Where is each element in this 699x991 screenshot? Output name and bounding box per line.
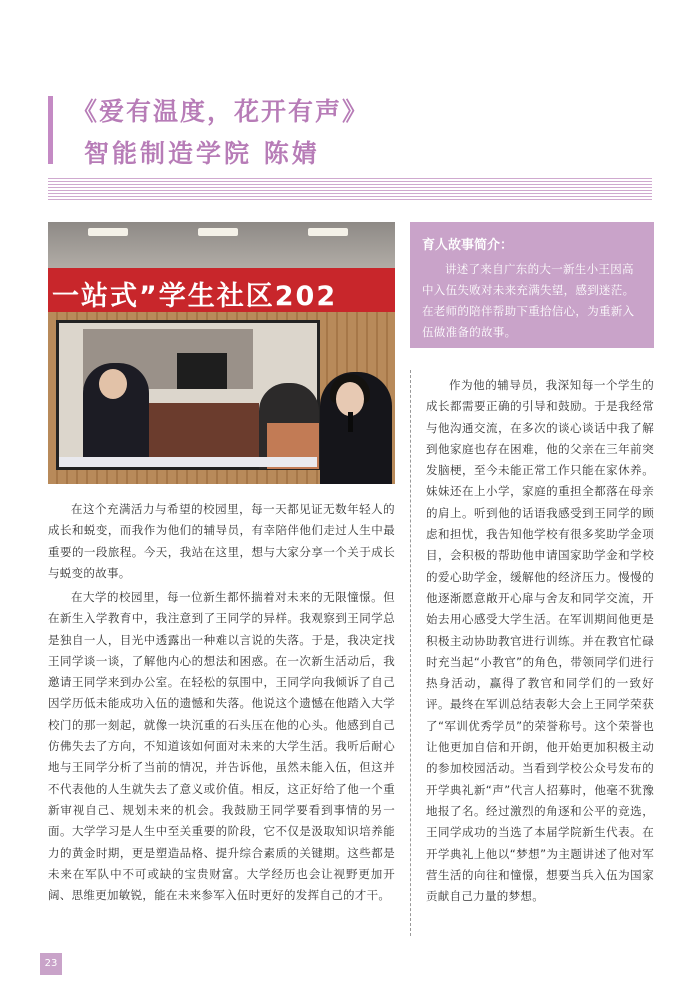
body-paragraph: 在这个充满活力与希望的校园里，每一天都见证无数年轻人的成长和蜕变，而我作为他们的辅导员，有幸陪伴他们走过人生中最重要的一段旅程。今天，我站在这里，想与大家分享一个关于成长与蜕变的故事。 (48, 502, 395, 580)
story-summary-box (410, 222, 654, 348)
event-photo (48, 222, 395, 484)
screen-desk (139, 403, 259, 463)
article-author: 智能制造学院 陈婧 (84, 139, 320, 168)
article-title: 《爱有温度，花开有声》 (72, 97, 370, 126)
body-paragraph: 在大学的校园里，每一位新生都怀揣着对未来的无限憧憬。但在新生入学教育中，我注意到了王同学的异样。我观察到王同学总是独自一人，目光中透露出一种难以言说的失落。于是，我决定找王同学谈一谈，了解他内心的想法和困惑。在一次新生活动后，我邀请王同学来到办公室。在轻松的氛围中，王同学向我倾诉了自己因学历低未能成功入伍的遗憾和失落。他说这个遗憾在他踏入大学校门的那一刻起，就像一块沉重的石头压在他的心头。他感到自己仿佛失去了方向，不知道该如何面对未来的大学生活。我听后耐心地与王同学分析了当前的情况，并告诉他，虽然未能入伍，但这并不代表他的人生就失去了意义或价值。相反，这正好给了他一个重新审视自己、规划未来的机会。我鼓励王同学要看到事情的另一面。大学学习是人生中至关重要的阶段，它不仅是汲取知识培养能力的黄金时期，更是塑造品格、提升综合素质的关键期。这些都是未来在军队中不可或缺的宝贵财富。大学经历也会让视野更加开阔、思维更加敏锐，能在未来参军入伍时更好的发挥自己的才干。 (48, 590, 395, 903)
story-summary-text: 讲述了来自广东的大一新生小王因高中入伍失败对未来充满失望，感到迷茫。在老师的陪伴帮助下重拾信心，为重新入伍做准备的故事。 (422, 262, 635, 339)
screen-monitor (177, 353, 227, 389)
screen-taskbar (59, 457, 317, 467)
photo-ceiling-light (308, 228, 348, 236)
column-divider (410, 370, 411, 936)
page-number: 23 (40, 953, 62, 975)
body-paragraph: 作为他的辅导员，我深知每一个学生的成长都需要正确的引导和鼓励。于是我经常与他沟通交流，在多次的谈心谈话中我了解到他家庭也存在困难，他的父亲在三年前突发脑梗，至今未能正常工作只能在家休养。妹妹还在上小学，家庭的重担全都落在母亲的肩上。听到他的话语我感受到王同学的顾虑和担忧，我告知他学校有很多奖助学金项目，会积极的帮助他申请国家助学金和学校的爱心助学金，缓解他的经济压力。慢慢的他逐渐愿意敞开心扉与舍友和同学交流，开始去用心感受大学生活。在军训期间他更是积极主动协助教官进行训练。并在教官忙碌时充当起“小教官”的角色，带领同学们进行热身活动，赢得了教官和同学们的一致好评。最终在军训总结表彰大会上王同学荣获了“军训优秀学员”的荣誉称号。这个荣誉也让他更加自信和开朗，他开始更加积极主动的参加校园活动。当看到学校公众号发布的开学典礼新“声”代言人招募时，他毫不犹豫地报了名。经过激烈的角逐和公平的竞选，王同学成功的当选了本届学院新生代表。在开学典礼上他以“梦想”为主题讲述了他对军营生活的向往和憧憬，想要当兵入伍为国家贡献自己力量的梦想。 (426, 378, 654, 904)
speaker-face (336, 382, 364, 416)
story-summary-heading: 育人故事简介： (422, 238, 514, 253)
photo-banner-text: 一站式”学生社区202 (52, 281, 338, 312)
microphone (348, 412, 353, 432)
screen-person-face (99, 369, 127, 399)
decorative-stripes (48, 178, 652, 200)
photo-projection-screen (56, 320, 320, 470)
title-accent-bar (48, 96, 53, 164)
photo-ceiling-light (198, 228, 238, 236)
photo-ceiling-light (88, 228, 128, 236)
